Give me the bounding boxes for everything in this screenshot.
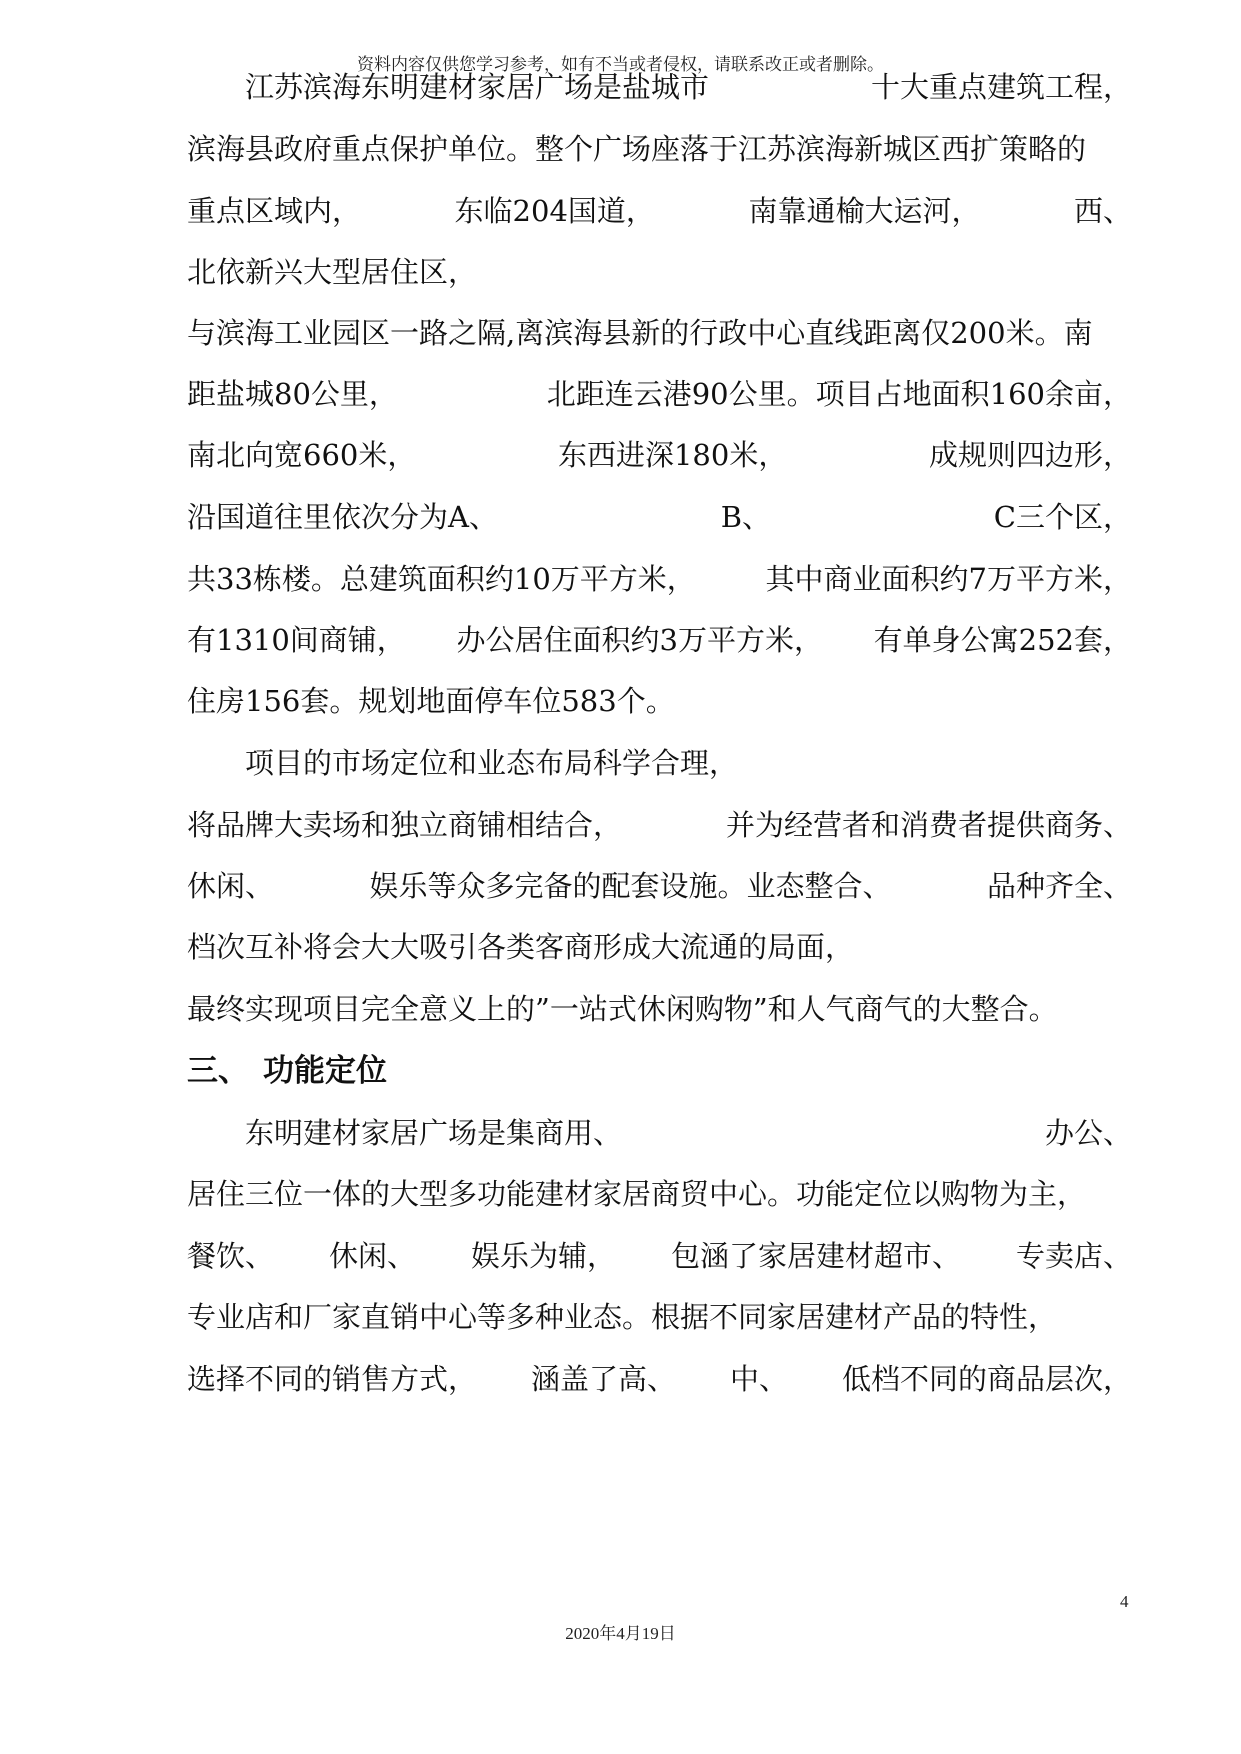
text-segment: 并为经营者和消费者提供商务、	[725, 808, 1132, 842]
section-title: 功能定位	[263, 1053, 387, 1089]
text-segment: 包涵了家居建材超市、	[670, 1239, 961, 1273]
header-disclaimer: 资料内容仅供您学习参考，如有不当或者侵权，请联系改正或者删除。	[357, 55, 884, 74]
text-segment: 低档不同的商品层次，	[841, 1362, 1132, 1396]
paragraph-1-line-5	[187, 313, 1132, 353]
text-segment: 餐饮、	[187, 1239, 275, 1273]
text-segment: 与滨海工业园区一路之隔,离滨海县新的行政中心直线距离仅200米。南	[187, 316, 1093, 350]
text-segment: 其中商业面积约7万平方米，	[765, 562, 1132, 596]
text-segment: 东西进深180米，	[557, 438, 788, 472]
text-segment: 有1310间商铺，	[187, 623, 406, 657]
text-segment: 东临204国道，	[454, 194, 655, 228]
text-segment: B、	[720, 500, 772, 534]
text-segment: 北依新兴大型居住区，	[187, 255, 478, 289]
paragraph-3-line-2	[187, 1174, 1132, 1214]
section-number: 三、	[187, 1053, 249, 1089]
text-segment: 住房156套。规划地面停车位583个。	[187, 684, 675, 718]
paragraph-1-line-4	[187, 252, 1132, 292]
paragraph-1-line-3	[187, 191, 1132, 231]
text-segment: 涵盖了高、	[530, 1362, 676, 1396]
text-segment: 娱乐等众多完备的配套设施。业态整合、	[369, 869, 892, 903]
page-number: 4	[1120, 1592, 1129, 1611]
section-heading	[187, 1050, 387, 1092]
text-segment: 专业店和厂家直销中心等多种业态。根据不同家居建材产品的特性，	[187, 1300, 1058, 1334]
paragraph-1-line-9	[187, 559, 1132, 599]
paragraph-1-line-7	[187, 435, 1132, 475]
paragraph-1-line-6	[187, 374, 1132, 414]
paragraph-1-line-11	[187, 681, 1132, 721]
text-segment: 共33栋楼。总建筑面积约10万平方米，	[187, 562, 696, 596]
text-segment: 有单身公寓252套，	[873, 623, 1132, 657]
text-segment: C三个区，	[993, 500, 1132, 534]
text-segment: 休闲、	[328, 1239, 416, 1273]
text-segment: 中、	[729, 1362, 788, 1396]
paragraph-2-line-1	[245, 743, 1132, 783]
text-segment: 西、	[1073, 194, 1132, 228]
text-segment: 选择不同的销售方式，	[187, 1362, 478, 1396]
text-segment: 北距连云港90公里。项目占地面积160余亩，	[546, 377, 1132, 411]
text-segment: 办公、	[1044, 1116, 1132, 1150]
footer-date: 2020年4月19日	[565, 1624, 676, 1643]
paragraph-1-line-1	[245, 67, 1132, 107]
paragraph-1-line-8	[187, 497, 1132, 537]
text-segment: 休闲、	[187, 869, 275, 903]
text-segment: 品种齐全、	[986, 869, 1132, 903]
text-segment: 居住三位一体的大型多功能建材家居商贸中心。功能定位以购物为主，	[187, 1177, 1087, 1211]
text-segment: 专卖店、	[1015, 1239, 1132, 1273]
paragraph-1-line-2	[187, 129, 1132, 169]
text-segment: 江苏滨海东明建材家居广场是盐城市	[245, 70, 710, 104]
paragraph-2-line-5	[187, 989, 1132, 1029]
text-segment: 滨海县政府重点保护单位。整个广场座落于江苏滨海新城区西扩策略的	[187, 132, 1087, 166]
paragraph-3-line-5	[187, 1359, 1132, 1399]
text-segment: 距盐城80公里，	[187, 377, 398, 411]
paragraph-1-line-10	[187, 620, 1132, 660]
paragraph-3-line-1	[245, 1113, 1132, 1153]
paragraph-2-line-4	[187, 927, 1132, 967]
text-segment: 将品牌大卖场和独立商铺相结合，	[187, 808, 623, 842]
text-segment: 十大重点建筑工程，	[870, 70, 1132, 104]
text-segment: 档次互补将会大大吸引各类客商形成大流通的局面，	[187, 930, 855, 964]
text-segment: 东明建材家居广场是集商用、	[245, 1116, 623, 1150]
text-segment: 重点区域内，	[187, 194, 362, 228]
paragraph-3-line-3	[187, 1236, 1132, 1276]
text-segment: 办公居住面积约3万平方米，	[456, 623, 823, 657]
text-segment: 南北向宽660米，	[187, 438, 417, 472]
paragraph-2-line-2	[187, 805, 1132, 845]
text-segment: 成规则四边形，	[928, 438, 1132, 472]
paragraph-3-line-4	[187, 1297, 1132, 1337]
text-segment: 沿国道往里依次分为A、	[187, 500, 498, 534]
paragraph-2-line-3	[187, 866, 1132, 906]
text-segment: 最终实现项目完全意义上的”一站式休闲购物”和人气商气的大整合。	[187, 992, 1058, 1026]
text-segment: 项目的市场定位和业态布局科学合理，	[245, 746, 739, 780]
text-segment: 南靠通榆大运河，	[748, 194, 981, 228]
text-segment: 娱乐为辅，	[470, 1239, 616, 1273]
